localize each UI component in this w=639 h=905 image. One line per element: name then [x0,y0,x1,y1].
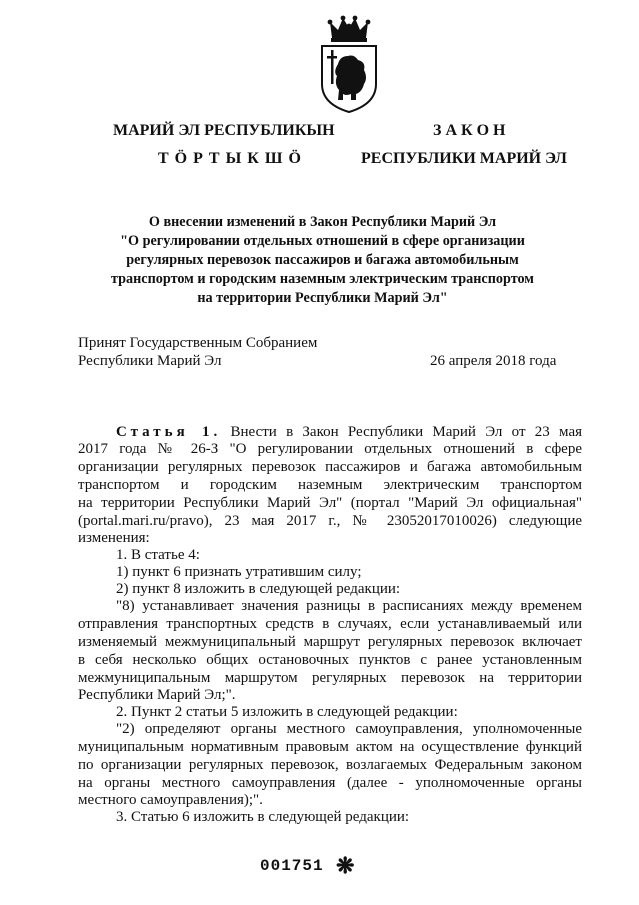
law-title-line-2: "О регулировании отдельных отношений в сфере организации [120,233,525,249]
body-line: "8) устанавливает значения разницы в расписаниях между временем [116,598,582,614]
body-line: изменяемый межмуниципальный маршрут регулярных перевозок включает [78,634,582,650]
adoption-date: 26 апреля 2018 года [430,353,557,369]
article-label: Статья 1. [116,424,222,440]
header-left-line2: Т Ӧ Р Т Ы К Ш Ӧ [158,150,302,167]
body-line: организации регулярных перевозок пассажиров и багажа автомобильным [78,459,582,475]
body-line: изменения: [78,530,150,546]
crown-icon [328,16,371,42]
body-line: 1. В статье 4: [116,547,200,563]
law-title-line-1: О внесении изменений в Закон Республики Марий Эл [148,214,497,230]
adoption-line-2: Республики Марий Эл [78,353,222,369]
header-left-line1: МАРИЙ ЭЛ РЕСПУБЛИКЫН [113,122,335,139]
body-line: Республики Марий Эл;". [78,687,236,703]
law-title-line-3: регулярных перевозок пассажиров и багажа автомобильным [126,252,519,268]
body-line: 1) пункт 6 признать утратившим силу; [116,564,362,580]
body-line: 2) пункт 8 изложить в следующей редакции: [116,581,401,597]
header-right-line1: З А К О Н [433,122,506,139]
body-line: на территории Республики Марий Эл" (портал "Марий Эл официальная" [78,495,582,511]
body-line: 2017 года № 26-З "О регулировании отдельных отношений в сфере [78,441,582,457]
adoption-line-1: Принят Государственным Собранием [78,335,318,351]
ornament-mark: ❋ [336,853,355,878]
article-1-first-line-text: Внести в Закон Республики Марий Эл от 23 мая [230,424,583,440]
body-line: транспортом и городским наземным электрическим транспортом [78,477,582,493]
document-serial-number: 001751 [260,857,324,875]
body-line: (portal.mari.ru/pravo), 23 мая 2017 г., № 23052017010026) следующие [78,513,582,529]
body-line: 3. Статью 6 изложить в следующей редакции: [116,809,410,825]
article-1-first-line [116,424,582,441]
law-title-line-5: на территории Республики Марий Эл" [197,290,448,306]
header-right-line2: РЕСПУБЛИКИ МАРИЙ ЭЛ [361,150,567,167]
body-line: 2. Пункт 2 статьи 5 изложить в следующей редакции: [116,704,458,720]
body-line: отправления транспортных средств в случаях, если устанавливаемый или [78,616,582,632]
body-line: на органы местного самоуправления (далее - уполномоченные органы [78,775,582,791]
law-title-line-4: транспортом и городским наземным электрическим транспортом [111,271,534,287]
body-line: "2) определяют органы местного самоуправления, уполномоченные [116,721,582,737]
body-line: муниципальным нормативным правовым актом на осуществление функций [78,739,582,755]
coat-of-arms-emblem [318,14,380,114]
body-line: местного самоуправления);". [78,792,263,808]
body-line: по организации регулярных перевозок, возлагаемых Федеральным законом [78,757,582,773]
body-line: в себя несколько общих остановочных пунктов с ранее установленным [78,652,582,668]
body-line: межмуниципальным маршрутом регулярных перевозок на территории [78,670,582,686]
